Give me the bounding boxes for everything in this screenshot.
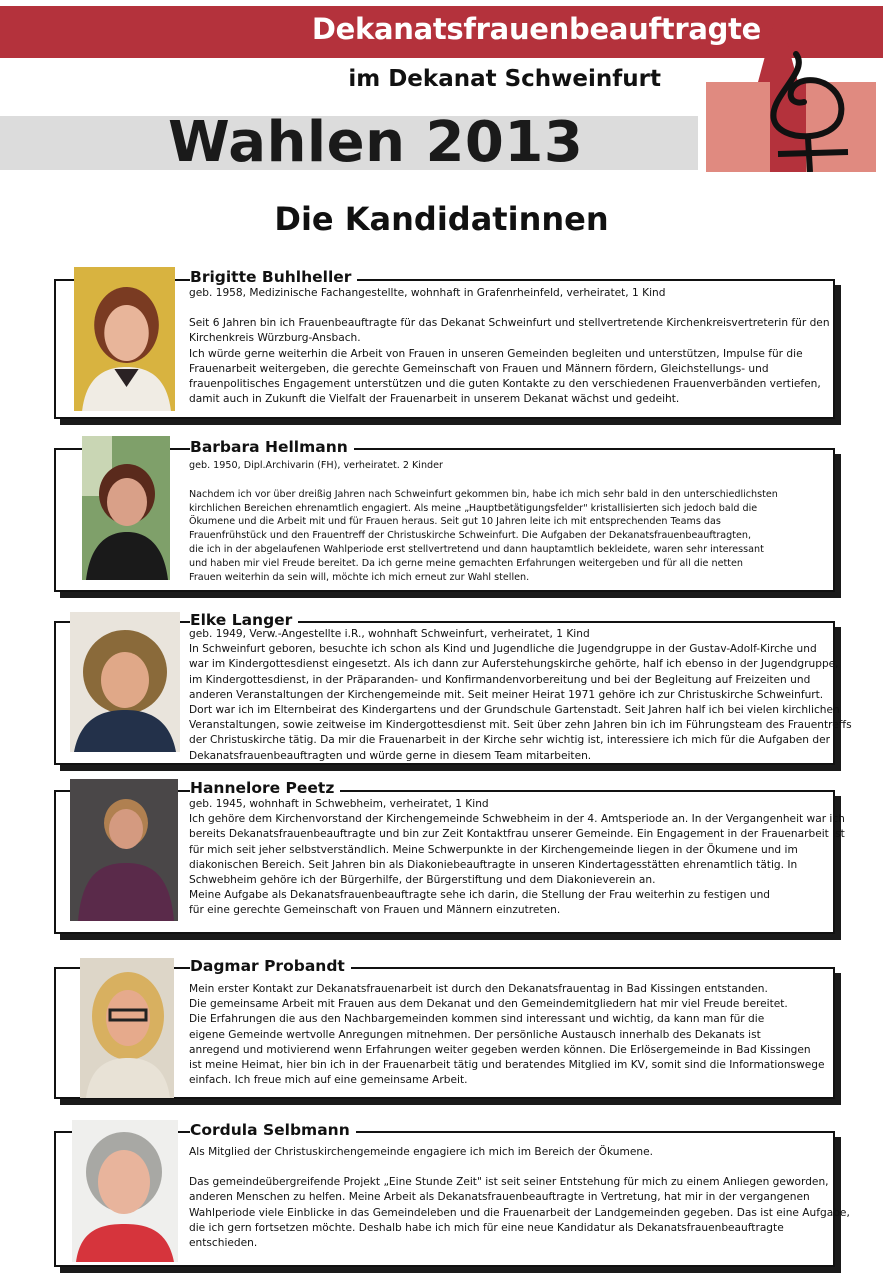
text-line: für eine gerechte Gemeinschaft von Frauen und Männern einzutreten. [189,904,561,917]
text-line: die ich gern fortsetzen möchte. Deshalb habe ich mich für eine neue Kandidatur als Dekanatsfrauenbeauftragte [189,1221,784,1234]
candidate-name: Brigitte Buhlheller [190,268,357,286]
text-line: Die Erfahrungen die aus den Nachbargemeinden kommen sind interessant und wichtig, da kann man für die [189,1013,765,1026]
candidate-name: Barbara Hellmann [190,438,354,456]
text-line: Seit 6 Jahren bin ich Frauenbeauftragte für das Dekanat Schweinfurt und stellvertretende Kirchenkreisvertreterin für den [189,317,830,330]
page-title: Wahlen 2013 [168,110,584,175]
text-line: Ich würde gerne weiterhin die Arbeit von Frauen in unseren Gemeinden begleiten und unterstützen, Impulse für die [189,347,803,360]
candidate-text [189,982,829,1088]
text-line: eigene Gemeinde wertvolle Anregungen mitnehmen. Der persönliche Austausch innerhalb des Dekanats ist [189,1028,761,1041]
text-line: frauenpolitisches Engagement unterstützen und die guten Kontakte zu den verschiedenen Frauenverbänden vertiefen, [189,378,821,391]
candidate-info: geb. 1945, wohnhaft in Schwebheim, verheiratet, 1 Kind [189,798,489,810]
text-line: Kirchenkreis Würzburg-Ansbach. [189,332,361,345]
candidate-name: Dagmar Probandt [190,957,351,975]
candidate-text [189,1145,850,1251]
candidate-photo [74,267,175,411]
text-line: kirchlichen Bereichen ehrenamtlich engagiert. Als meine „Hauptbetätigungsfelder" kristallisierten sich jedoch bald die [189,502,758,514]
text-line: war im Kindergottesdienst eingesetzt. Als ich dann zur Auferstehungskirche gehörte, half ich ebenso in der Jugendgruppe, [189,658,839,671]
text-line: diakonischen Bereich. Seit Jahren bin als Diakoniebeauftragte in unseren Kindertagesstätten ehrenamtlich tätig. In [189,858,798,871]
text-line: anregend und motivierend wenn Erfahrungen weiter gegeben werden können. Die Erlösergemeinde in Bad Kissingen [189,1043,811,1056]
text-line: bereits Dekanatsfrauenbeauftragte und bin zur Zeit Kontaktfrau unserer Gemeinde. Ein Engagement in der Frauenarbeit ist [189,828,845,841]
text-line: einfach. Ich freue mich auf eine gemeinsame Arbeit. [189,1074,468,1087]
text-line: Schwebheim gehöre ich der Bürgerhilfe, der Bürgerstiftung und dem Diakonieverein an. [189,874,656,887]
candidate-name: Elke Langer [190,611,298,629]
church-venus-logo-icon [700,2,883,172]
candidate-info: Als Mitglied der Christuskirchengemeinde engagiere ich mich im Bereich der Ökumene. [189,1146,653,1158]
candidate-text [189,286,829,407]
text-line: Frauenfrühstück und den Frauentreff der Christuskirche Schweinfurt. Die Aufgaben der Dekanatsfrauenbeauftragten, [189,530,752,542]
section-heading: Die Kandidatinnen [274,200,609,238]
text-line: Frauen weiterhin da sein will, möchte ich mich erneut zur Wahl stellen. [189,571,530,583]
text-line: für mich seit jeher selbstverständlich. Meine Schwerpunkte in der Kirchengemeinde liegen in der Ökumene und im [189,843,798,856]
org-title: Dekanatsfrauenbeauftragte [311,12,761,46]
text-line: damit auch in Zukunft die Vielfalt der Frauenarbeit in unserem Dekanat wächst und gedeiht. [189,393,680,406]
candidate-name: Cordula Selbmann [190,1121,356,1139]
candidate-name: Hannelore Peetz [190,779,340,797]
text-line: Die gemeinsame Arbeit mit Frauen aus dem Dekanat und den Gemeindemitgliedern hat mir viel Freude bereitet. [189,998,788,1011]
text-line: die ich in der abgelaufenen Wahlperiode erst stellvertretend und dann hauptamtlich bekleidete, waren sehr interessant [189,543,764,555]
candidate-text [189,627,852,764]
candidate-photo [72,1120,178,1262]
text-line: Nachdem ich vor über dreißig Jahren nach Schweinfurt gekommen bin, habe ich mich sehr bald in den unterschiedlichsten [189,488,778,500]
candidate-info: geb. 1950, Dipl.Archivarin (FH), verheiratet. 2 Kinder [189,460,443,471]
text-line: Mein erster Kontakt zur Dekanatsfrauenarbeit ist durch den Dekanatsfrauentag in Bad Kissingen entstanden. [189,983,768,995]
text-line: Wahlperiode viele Einblicke in das Gemeindeleben und die Frauenarbeit der Landgemeinden gegeben. Das ist eine Aufgabe, [189,1206,850,1219]
text-line: anderen Veranstaltungen der Kirchengemeinde mit. Seit meiner Heirat 1971 gehöre ich zur Christuskirche Schweinfurt. [189,688,824,701]
candidate-photo [80,958,174,1098]
text-line: Meine Aufgabe als Dekanatsfrauenbeauftragte sehe ich darin, die Stellung der Frau weiterhin zu festigen und [189,889,771,902]
candidate-text [189,459,829,584]
candidate-photo [82,436,170,580]
text-line: Veranstaltungen, sowie zeitweise im Kindergottesdienst mit. Seit über zehn Jahren bin ich im Führungsteam des Frauentreffs [189,719,852,732]
text-line: Frauenarbeit weitergeben, die gerechte Gemeinschaft von Frauen und Männern fördern, Gleichstellungs- und [189,362,769,375]
candidate-info: geb. 1958, Medizinische Fachangestellte, wohnhaft in Grafenrheinfeld, verheiratet, 1 Kind [189,287,666,299]
text-line: ist meine Heimat, hier bin ich in der Frauenarbeit tätig und beratendes Mitglied im KV, somit sind die Informationswege [189,1059,825,1072]
text-line: Dort war ich im Elternbeirat des Kindergartens und der Grundschule Gartenstadt. Seit Jahren half ich bei vielen kirchlichen [189,704,840,717]
text-line: Dekanatsfrauenbeauftragten und würde gerne in diesem Team mitarbeiten. [189,749,592,762]
text-line: Das gemeindeübergreifende Projekt „Eine Stunde Zeit" ist seit seiner Entstehung für mich zu einem Anliegen geworden, [189,1176,829,1189]
text-line: anderen Menschen zu helfen. Meine Arbeit als Dekanatsfrauenbeauftragte in Vertretung, hat mir in der vergangenen [189,1191,810,1204]
candidate-photo [70,612,180,752]
text-line: im Kindergottesdienst, in der Präparanden- und Konfirmandenvorbereitung und bei der Begleitung auf Freizeiten und [189,673,811,686]
text-line: Ökumene und die Arbeit mit und für Frauen heraus. Seit gut 10 Jahren leite ich mit entsprechenden Teams das [189,516,721,528]
candidate-info: geb. 1949, Verw.-Angestellte i.R., wohnhaft Schweinfurt, verheiratet, 1 Kind [189,628,590,640]
text-line: entschieden. [189,1237,258,1250]
text-line: In Schweinfurt geboren, besuchte ich schon als Kind und Jugendliche die Jugendgruppe in der Gustav-Adolf-Kirche und [189,643,817,656]
candidate-photo [70,779,178,921]
candidate-text [189,797,845,919]
text-line: der Christuskirche tätig. Da mir die Frauenarbeit in der Kirche sehr wichtig ist, interessiere ich mich für die Aufgaben der [189,734,830,747]
text-line: und haben mir viel Freude bereitet. Da ich gerne meine gemachten Erfahrungen weitergeben und für all die netten [189,557,743,569]
region-subtitle: im Dekanat Schweinfurt [348,66,661,92]
text-line: Ich gehöre dem Kirchenvorstand der Kirchengemeinde Schwebheim in der 4. Amtsperiode an. In der Vergangenheit war ich [189,813,845,826]
